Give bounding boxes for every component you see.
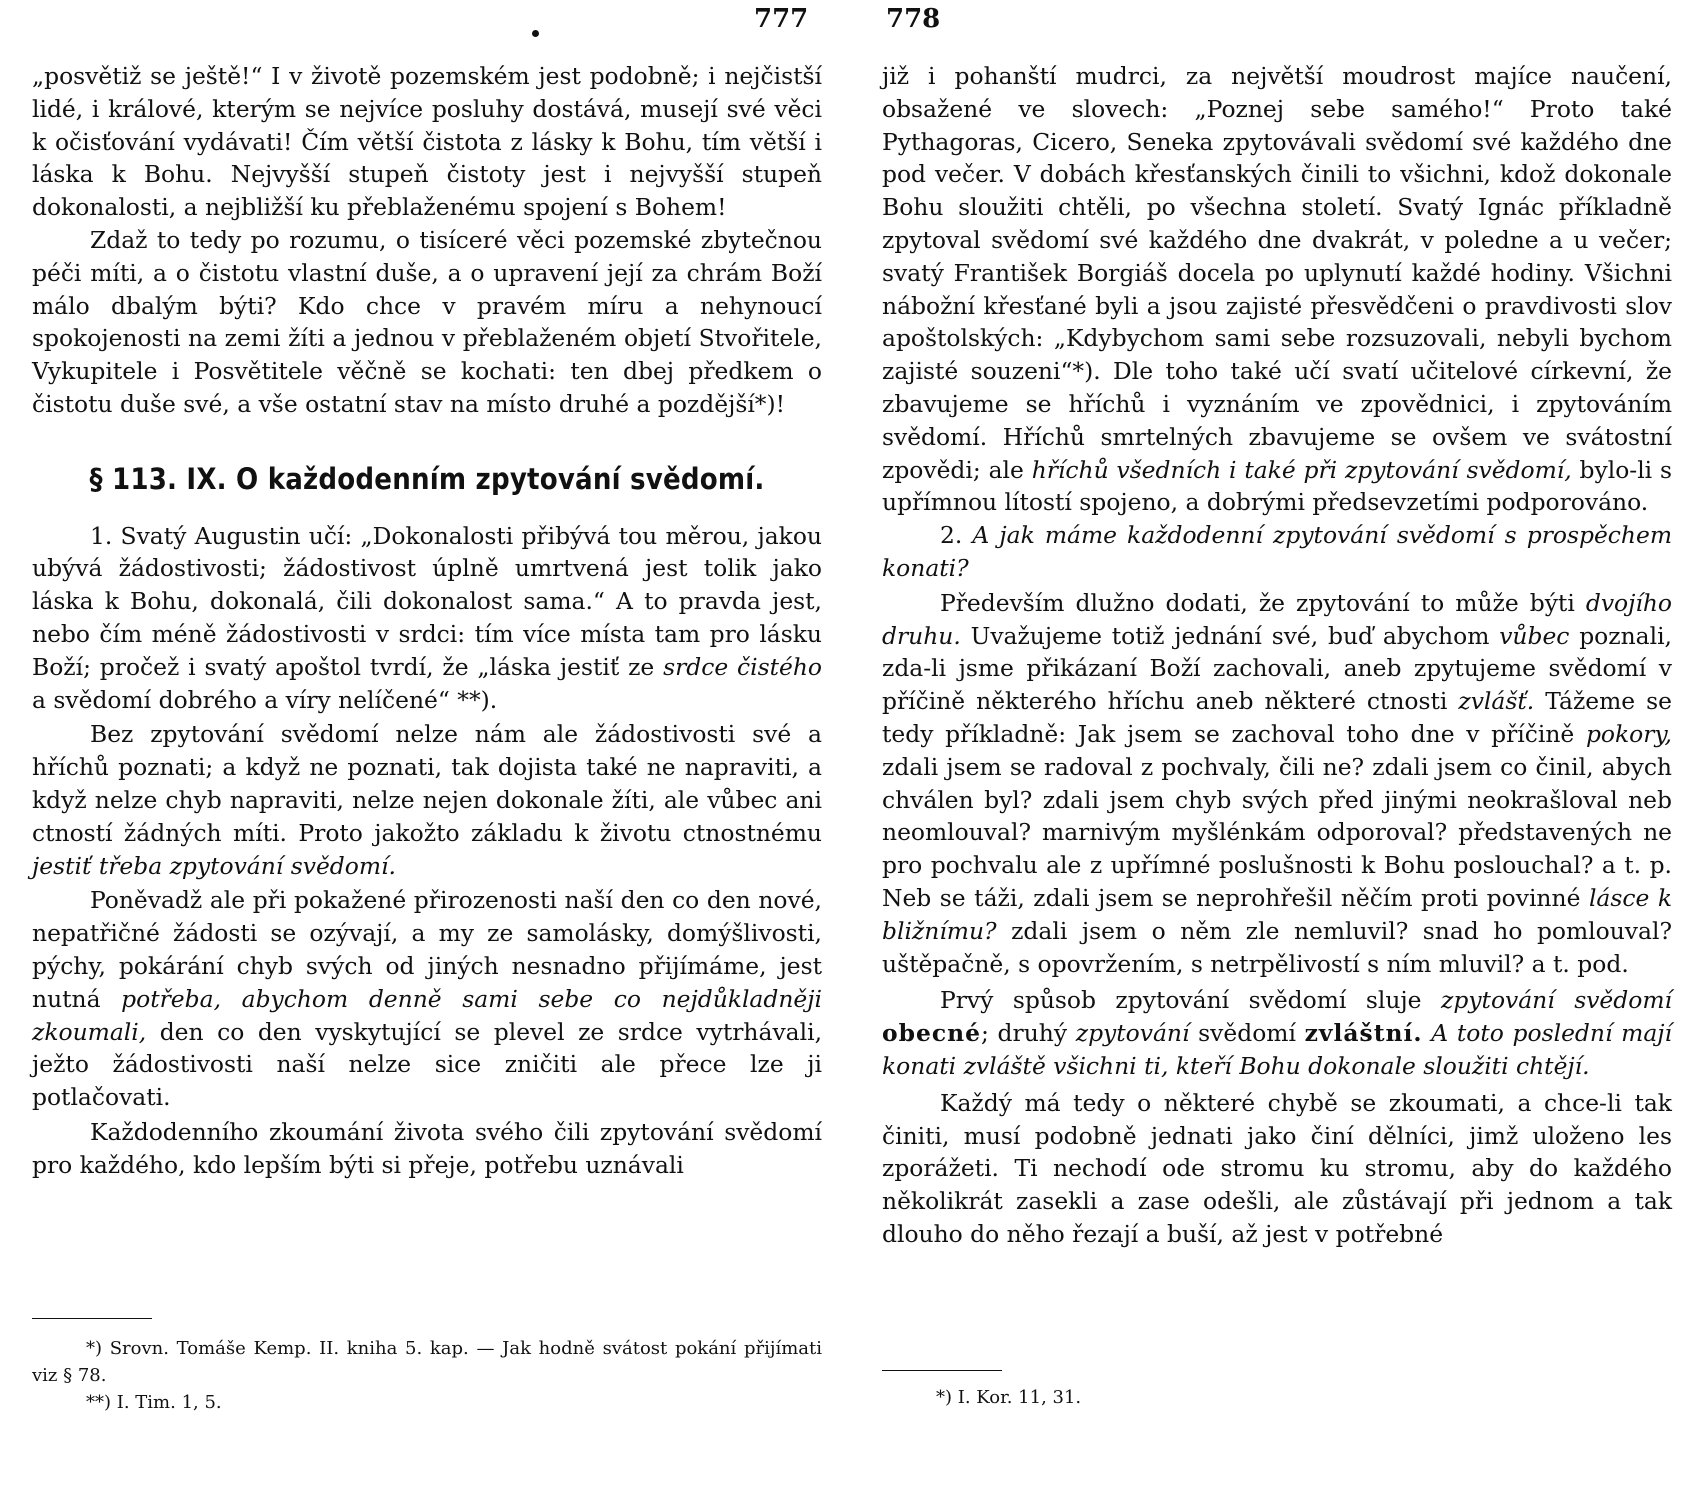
paragraph: 2. A jak máme každodenní zpytování svědomí s prospěchem konati? [882,521,1672,582]
paragraph: Každý má tedy o některé chybě se zkoumati, a chce-li tak činiti, musí podobně jednati jako činí dělníci, jimž uloženo les zporážeti. Ti nechodí ode stromu ku stromu, aby do každého několikrát zasekli a zase odešli, ale zůstávají při jednom a tak dlouho do něho řezají a buší, až jest v potřebné [882,1088,1672,1248]
paragraph: 1. Svatý Augustin učí: „Dokonalosti přibývá tou měrou, jakou ubývá žádostivosti; žádostivost úplně umrtvená jest tolik jako láska k Bohu, dokonalá, čili dokonalost sama.“ A to pravda jest, nebo čím méně žádostivosti v srdci: tím více místa tam pro lásku Boží; pročež i svatý apoštol tvrdí, že „láska jestiť ze srdce čistého a svědomí dobrého a víry nelíčené“ **). [32,521,822,714]
paragraph: Zdaž to tedy po rozumu, o tisíceré věci pozemské zbytečnou péči míti, a o čistotu vlastní duše, a o upravení její za chrám Boží málo dbalým býti? Kdo chce v pravém míru a nehynoucí spokojenosti na zemi žíti a jednou v přeblaženém objetí Stvořitele, Vykupitele i Posvětitele věčně se kochati: ten dbej předkem o čistotu duše své, a vše ostatní stav na místo druhé a pozdější*)! [32,225,822,418]
footnote-rule [882,1370,1002,1371]
footnote-rule [32,1318,152,1319]
page-number-right: 778 [886,4,941,34]
footnote: *) I. Kor. 11, 31. [936,1387,1082,1408]
footnotes-left [32,1335,822,1416]
ink-dot [532,30,539,37]
right-page-body [882,60,1672,1251]
section-heading: § 113. IX. O každodenním zpytování svědomí. [89,461,765,496]
paragraph: Poněvadž ale při pokažené přirozenosti naší den co den nové, nepatřičné žádosti se ozývají, a my ze samolásky, domýšlivosti, pýchy, pokárání chyb svých od jiných nesnadno přijímáme, jest nutná potřeba, abychom denně sami sebe co nejdůkladněji zkoumali, den co den vyskytující se plevel ze srdce vytrhávali, ježto žádostivosti naší nelze sice zničiti ale přece lze ji potlačovati. [32,886,822,1112]
footnote: **) I. Tim. 1, 5. [86,1392,222,1413]
left-page-body [32,60,822,1182]
paragraph: již i pohanští mudrci, za největší moudrost majíce naučení, obsažené ve slovech: „Poznej sebe samého!“ Proto také Pythagoras, Cicero, Seneka zpytovávali svědomí své každého dne pod večer. V dobách křesťanských činili to všichni, kdož dokonale Bohu sloužiti chtěli, po všechna století. Svatý Ignác příkladně zpytoval svědomí své každého dne dvakrát, v poledne a u večer; svatý František Borgiáš docela po uplynutí každé hodiny. Všichni nábožní křesťané byli a jsou zajisté přesvědčeni o pravdivosti slov apoštolských: „Kdybychom sami sebe rozsuzovali, nebyli bychom zajisté souzeni“*). Dle toho také učí svatí učitelové církevní, že zbavujeme se hříchů i vyznáním ve zpovědnici, i zpytováním svědomí. Hříchů smrtelných zbavujeme se ovšem ve svátostní zpovědi; ale hříchů všedních i také při zpytování svědomí, bylo-li s upřímnou lítostí spojeno, a dobrými předsevzetími podporováno. [882,62,1672,517]
footnote: *) Srovn. Tomáše Kemp. II. kniha 5. kap. — Jak hodně svátost pokání přijímati viz § 78. [32,1338,822,1386]
paragraph: Především dlužno dodati, že zpytování to může býti dvojího druhu. Uvažujeme totiž jednání své, buď abychom vůbec poznali, zda-li jsme přikázaní Boží zachovali, aneb zpytujeme svědomí v příčině některého hříchu aneb některé ctnosti zvlášť. Tážeme se tedy příkladně: Jak jsem se zachoval toho dne v příčině pokory, zdali jsem se radoval z pochvaly, čili ne? zdali jsem co činil, abych chválen byl? zdali jsem chyb svých před jinými neokrašloval neb neomlouval? marnivým myšlénkám odporoval? představených ne pro pochvalu ale z upřímné poslušnosti k Bohu poslouchal? a t. p. Neb se táži, zdali jsem se neprohřešil něčím proti povinné lásce k bližnímu? zdali jsem o něm zle nemluvil? snad ho pomlouval? uštěpačně, s opovržením, s netrpělivostí s ním mluvil? a t. pod. [882,588,1673,978]
paragraph: Prvý spůsob zpytování svědomí sluje zpytování svědomí obecné; druhý zpytování svědomí zvláštní. A toto poslední mají konati zvláště všichni ti, kteří Bohu dokonale sloužiti chtějí. [882,986,1672,1080]
paragraph: Každodenního zkoumání života svého čili zpytování svědomí pro každého, kdo lepším býti si přeje, potřebu uznávali [32,1117,822,1179]
paragraph: „posvětiž se ještě!“ I v životě pozemském jest podobně; i nejčistší lidé, i králové, kterým se nejvíce posluhy dostává, musejí své věci k očisťování vydávati! Čím větší čistota z lásky k Bohu, tím větší i láska k Bohu. Nejvyšší stupeň čistoty jest i nejvyšší stupeň dokonalosti, a nejbližší ku přeblaženému spojení s Bohem! [32,62,822,222]
page-number-left: 777 [754,4,809,34]
paragraph: Bez zpytování svědomí nelze nám ale žádostivosti své a hříchů poznati; a když ne poznati, tak dojista také ne napraviti, a když nelze chyb napraviti, nelze nejen dokonale žíti, ale vůbec ani ctností žádných míti. Proto jakožto základu k životu ctnostnému jestiť třeba zpytování svědomí. [32,720,822,880]
footnotes-right [882,1384,1672,1411]
